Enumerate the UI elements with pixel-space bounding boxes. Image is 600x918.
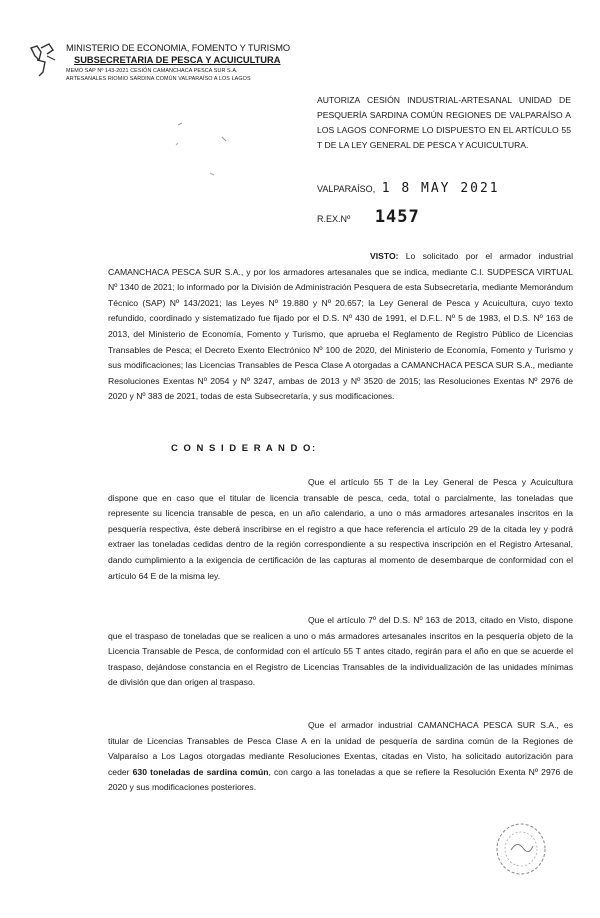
considerando-heading: C O N S I D E R A N D O: bbox=[171, 443, 317, 454]
p3-text-b: , con cargo a las toneladas a que se refiere la Resolución Exenta Nº 2976 de 2020 y sus modificaciones posteriores. bbox=[108, 766, 573, 793]
subsecretaria-name: SUBSECRETARIA DE PESCA Y ACUICULTURA bbox=[74, 55, 281, 65]
resolution-title: AUTORIZA CESIÓN INDUSTRIAL-ARTESANAL UNIDAD DE PESQUERÍA SARDINA COMÚN REGIONES DE VALPARAÍSO A LOS LAGOS CONFORME LO DISPUESTO EN EL ARTÍCULO 55 T DE LA LEY GENERAL DE PESCA Y ACUICULTURA. bbox=[317, 95, 571, 150]
stamped-date: 1 8 MAY 2021 bbox=[381, 181, 500, 196]
resolution-number bbox=[317, 207, 517, 227]
rex-label: R.EX.Nº bbox=[317, 214, 351, 224]
memo-reference-line1: MEMO SAP Nº 143-2021 CESIÓN CAMANCHACA PESCA SUR S.A. bbox=[66, 68, 238, 74]
letterhead bbox=[66, 42, 366, 83]
visto-label: VISTO: bbox=[370, 251, 399, 261]
p3-text-a: Que el armador industrial CAMANCHACA PESCA SUR S.A., es titular de Licencias Transables de Pesca Clase A en la unidad de pesquería de sardina común de la Regiones de Valparaíso a Los Lagos otorgadas mediante Resoluciones Exentas, citadas en Visto, ha solicitado autorización para ceder bbox=[108, 720, 573, 777]
p3-tonnage: 630 toneladas de sardina común bbox=[132, 766, 269, 777]
scan-marks bbox=[170, 115, 250, 195]
visto-text: Lo solicitado por el armador industrial CAMANCHACA PESCA SUR S.A., y por los armadores artesanales que se indica, mediante C.I. SUDPESCA VIRTUAL Nº 1340 de 2021; lo informado por la División de Administración Pesquera de esta Subsecretaría, mediante Memorándum Técnico (SAP) Nº 143/2021; las Leyes Nº 19.880 y Nº 20.657; la Ley General de Pesca y Acuicultura, cuyo texto refundido, coordinado y sistematizado fue fijado por el D.S. Nº 430 de 1991, el D.F.L. Nº 5 de 1983, el D.S. Nº 163 de 2013, del Ministerio de Economía, Fomento y Turismo, que aprueba el Reglamento de Registro Público de Licencias Transables de Pesca; el Decreto Exento Electrónico Nº 100 de 2020, del Ministerio de Economía, Fomento y Turismo y sus modificaciones; las Licencias Transables de Pesca Clase A otorgadas a CAMANCHACA PESCA SUR S.A., mediante Resoluciones Exentas Nº 2054 y Nº 3247, ambas de 2013 y Nº 3520 de 2015; las Resoluciones Exentas Nº 2976 de 2020 y Nº 383 de 2021, todas de esta Subsecretaría, y sus modificaciones. bbox=[108, 251, 573, 402]
memo-reference-line2: ARTESANALES RIOMIO SARDINA COMÚN VALPARAÍSO A LOS LAGOS bbox=[66, 76, 251, 82]
considerando-paragraph-2: Que el artículo 7º del D.S. Nº 163 de 2013, citado en Visto, dispone que el traspaso de toneladas que se realicen a uno o más armadores artesanales inscritos en la pesquería objeto de la Licencia Transable de Pesca, de conformidad con el artículo 55 T antes citado, regirán para el año en que se acuerde el traspaso, dejándose constancia en el Registro de Licencias Transables de la individualización de las unidades mínimas de división que dan origen al traspaso. bbox=[108, 615, 573, 688]
visto-paragraph bbox=[108, 249, 573, 405]
rex-number: 1457 bbox=[374, 207, 420, 227]
place-and-date bbox=[317, 181, 577, 196]
signature-stamp-icon bbox=[493, 820, 549, 878]
ministry-logo-icon bbox=[27, 42, 59, 80]
place: VALPARAÍSO, bbox=[317, 184, 376, 194]
considerando-paragraph-1: Que el artículo 55 T de la Ley General de Pesca y Acuicultura dispone que en caso que el titular de licencia transable de pesca, ceda, total o parcialmente, las toneladas que represente su licencia transable de pesca, en un año calendario, a uno o más armadores artesanales inscritos en la pesquería respectiva, éste deberá inscribirse en el registro a que hace referencia el artículo 29 de la citada ley y podrá extraer las toneladas cedidas dentro de la región correspondiente a su respectiva inscripción en el Registro Artesanal, dando cumplimiento a la exigencia de certificación de las capturas al momento de desembarque de conformidad con el artículo 64 E de la misma ley. bbox=[108, 477, 573, 581]
considerando-paragraph-3 bbox=[108, 718, 573, 796]
ministry-name: MINISTERIO DE ECONOMIA, FOMENTO Y TURISMO bbox=[66, 43, 291, 53]
